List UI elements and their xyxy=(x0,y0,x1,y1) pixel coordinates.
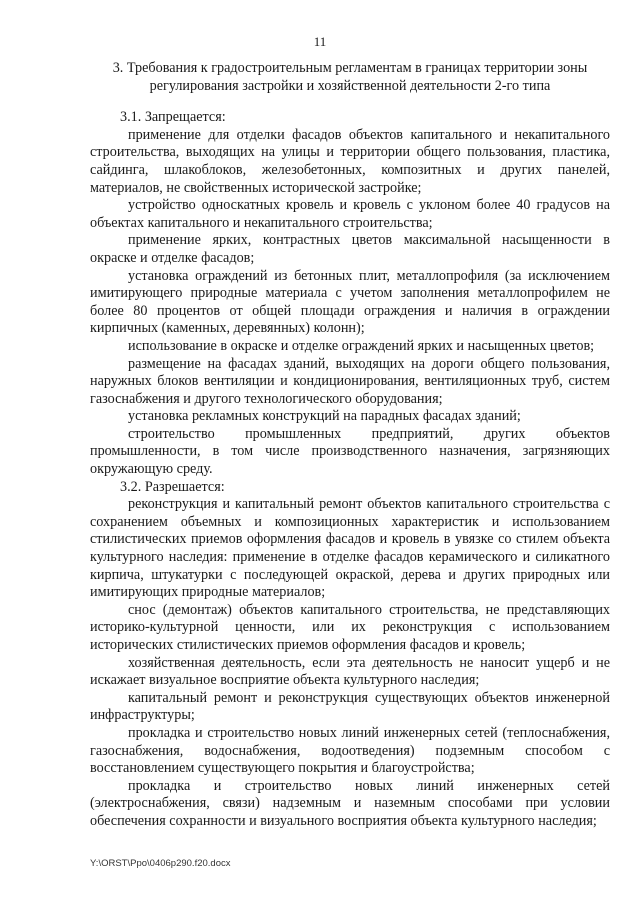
permitted-subheading: 3.2. Разрешается: xyxy=(120,478,225,495)
permitted-item: капитальный ремонт и реконструкция существующих объектов инженерной инфраструктуры; xyxy=(90,689,610,724)
document-body xyxy=(90,60,610,831)
prohibited-subheading: 3.1. Запрещается: xyxy=(120,109,226,126)
prohibited-item: использование в окраске и отделке ограждений ярких и насыщенных цветов; xyxy=(128,337,595,354)
permitted-item: хозяйственная деятельность, если эта деятельность не наносит ущерб и не искажает визуальное восприятие объекта культурного наследия; xyxy=(90,654,610,689)
prohibited-item: применение для отделки фасадов объектов капитального и некапитального строительства, выходящих на улицы и территории общего пользования, пластика, сайдинга, шлакоблоков, железобетонных, композитных и других панелей, материалов, не свойственных исторической застройке; xyxy=(90,126,610,196)
prohibited-item: строительство промышленных предприятий, других объектов промышленности, в том числе производственного назначения, загрязняющих окружающую среду. xyxy=(90,425,610,478)
prohibited-item: установка рекламных конструкций на парадных фасадах зданий; xyxy=(128,408,521,425)
permitted-item: прокладка и строительство новых линий инженерных сетей (теплоснабжения, газоснабжения, водоснабжения, водоотведения) подземным способом с восстановлением существующего покрытия и благоустройства; xyxy=(90,724,610,777)
prohibited-item: размещение на фасадах зданий, выходящих на дороги общего пользования, наружных блоков вентиляции и кондиционирования, вентиляционных труб, систем газоснабжения и другого технологического оборудования; xyxy=(90,355,610,407)
prohibited-item: применение ярких, контрастных цветов максимальной насыщенности в окраске и отделке фасадов; xyxy=(90,232,610,266)
prohibited-item: установка ограждений из бетонных плит, металлопрофиля (за исключением имитирующего природные материала с учетом заполнения металлопрофилем не более 80 процентов от общей площади ограждения и наличия в ограждении кирпичных (каменных, деревянных) колонн); xyxy=(90,267,610,337)
permitted-item: снос (демонтаж) объектов капитального строительства, не представляющих историко-культурной ценности, или их реконструкция с использованием исторических стилистических приемов оформления фасадов и кровель; xyxy=(90,601,610,653)
section-heading: 3. Требования к градостроительным регламентам в границах территории зоны регулирования застройки и хозяйственной деятельности 2-го типа xyxy=(112,60,588,94)
file-path-footer: Y:\ORST\Ppo\0406p290.f20.docx xyxy=(90,858,231,869)
page-number: 11 xyxy=(313,34,327,49)
permitted-item: реконструкция и капитальный ремонт объектов капитального строительства с сохранением объемных и композиционных характеристик и использованием стилистических приемов оформления фасадов и кровель в увязке со стилем объекта культурного наследия: применение в отделке фасадов керамического и силикатного кирпича, штукатурки с последующей окраской, дерева и других природных или имитирующих природные материалов; xyxy=(90,496,610,601)
permitted-item: прокладка и строительство новых линий инженерных сетей (электроснабжения, связи) надземным и наземным способами при условии обеспечения сохранности и визуального восприятия объекта культурного наследия; xyxy=(90,777,610,829)
prohibited-item: устройство односкатных кровель и кровель с уклоном более 40 градусов на объектах капитального и некапитального строительства; xyxy=(90,197,610,231)
